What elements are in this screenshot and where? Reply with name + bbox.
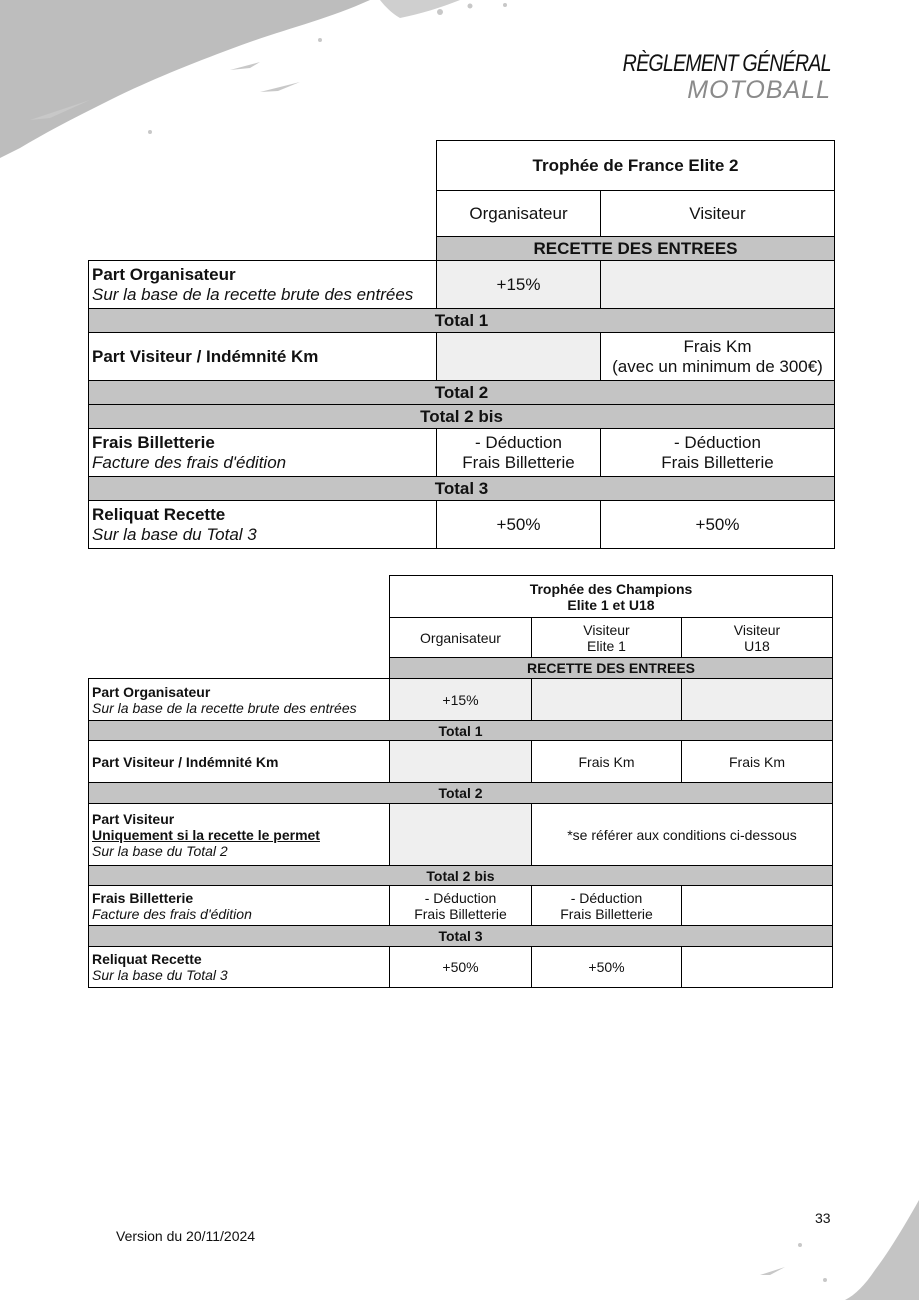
row-label-part-visiteur: Part Visiteur / Indémnité Km (89, 741, 390, 783)
row-title: Reliquat Recette (92, 951, 202, 967)
recette-header: RECETTE DES ENTREES (390, 658, 833, 679)
row-subtitle: Sur la base de la recette brute des entrées (92, 699, 357, 716)
table-trophee-des-champions (88, 575, 833, 988)
column-header-visiteur-elite1 (532, 618, 682, 658)
cell-value (532, 886, 682, 926)
column-header-visiteur-u18 (682, 618, 833, 658)
cell-value: Frais Km (682, 741, 833, 783)
document-header (577, 52, 831, 103)
cell-line: - Déduction (674, 432, 761, 452)
table-trophee-elite-2 (88, 140, 835, 549)
total-row: Total 2 (89, 783, 833, 804)
row-label-part-visiteur-conditionnelle (89, 804, 390, 866)
table-title (390, 576, 833, 618)
header-line: U18 (744, 637, 770, 654)
cell-line: Frais Km (683, 336, 752, 356)
row-subtitle: Facture des frais d'édition (92, 452, 287, 472)
cell-value (437, 429, 601, 477)
recette-header: RECETTE DES ENTREES (437, 237, 835, 261)
total-row: Total 1 (89, 721, 833, 741)
cell-line: - Déduction (475, 432, 562, 452)
row-label-reliquat-recette (89, 947, 390, 988)
row-label-reliquat-recette (89, 501, 437, 549)
cell-value: Frais Km (532, 741, 682, 783)
row-title: Part Organisateur (92, 264, 236, 284)
cell-value: +15% (390, 679, 532, 721)
total-row: Total 2 bis (89, 866, 833, 886)
cell-value: +50% (532, 947, 682, 988)
cell-value (601, 429, 835, 477)
cell-line: - Déduction (424, 889, 497, 906)
total-row: Total 1 (89, 309, 835, 333)
row-label-part-organisateur (89, 261, 437, 309)
row-title: Part Organisateur (92, 683, 211, 700)
header-subtitle: MOTOBALL (687, 76, 831, 104)
header-title: RÈGLEMENT GÉNÉRAL (622, 50, 831, 77)
row-condition: Uniquement si la recette le permet (92, 826, 320, 843)
cell-value (601, 333, 835, 381)
cell-line: Frais Billetterie (462, 452, 575, 472)
column-header-visiteur: Visiteur (601, 191, 835, 237)
title-line: Trophée des Champions (529, 580, 693, 597)
header-line: Visiteur (733, 621, 781, 638)
total-row: Total 3 (89, 477, 835, 501)
cell-line: Frais Billetterie (560, 905, 653, 922)
row-label-part-visiteur: Part Visiteur / Indémnité Km (89, 333, 437, 381)
title-line: Elite 1 et U18 (567, 596, 655, 613)
brush-stroke-decoration-corner (740, 1190, 919, 1300)
cell-value: +50% (437, 501, 601, 549)
row-title: Reliquat Recette (92, 504, 226, 524)
cell-value: +15% (437, 261, 601, 309)
cell-line: Frais Billetterie (414, 905, 507, 922)
cell-value (390, 886, 532, 926)
brush-stroke-decoration (0, 0, 540, 160)
row-subtitle: Sur la base du Total 3 (92, 967, 228, 983)
cell-value: +50% (390, 947, 532, 988)
cell-value: +50% (601, 501, 835, 549)
row-subtitle: Sur la base du Total 2 (92, 842, 228, 859)
row-subtitle: Sur la base du Total 3 (92, 524, 257, 544)
page-number: 33 (815, 1210, 831, 1226)
total-row: Total 3 (89, 926, 833, 947)
cell-line: - Déduction (570, 889, 643, 906)
row-label-part-organisateur (89, 679, 390, 721)
column-header-organisateur: Organisateur (437, 191, 601, 237)
cell-line: Frais Billetterie (661, 452, 774, 472)
row-label-frais-billetterie (89, 886, 390, 926)
row-title: Frais Billetterie (92, 432, 215, 452)
column-header-organisateur: Organisateur (390, 618, 532, 658)
cell-line: (avec un minimum de 300€) (612, 356, 823, 376)
row-label-frais-billetterie (89, 429, 437, 477)
version-footer: Version du 20/11/2024 (116, 1228, 256, 1244)
row-subtitle: Facture des frais d'édition (92, 905, 252, 922)
header-line: Visiteur (583, 621, 630, 638)
row-title: Part Visiteur (92, 810, 175, 827)
row-title: Frais Billetterie (92, 889, 194, 906)
cell-value: *se référer aux conditions ci-dessous (532, 804, 833, 866)
header-line: Elite 1 (587, 637, 626, 654)
row-subtitle: Sur la base de la recette brute des entrées (92, 284, 414, 304)
total-row: Total 2 (89, 381, 835, 405)
table-title: Trophée de France Elite 2 (437, 141, 835, 191)
total-row: Total 2 bis (89, 405, 835, 429)
